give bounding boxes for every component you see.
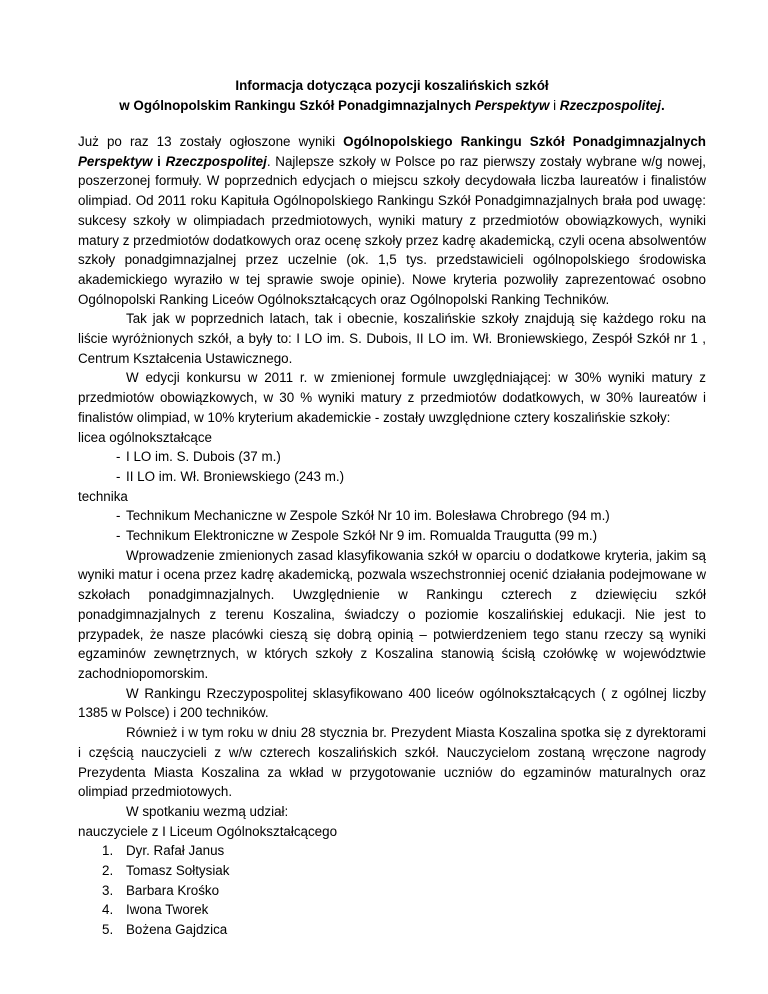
title-perspektyw: Perspektyw bbox=[474, 98, 550, 113]
list-item bbox=[78, 900, 706, 920]
title-and: i bbox=[549, 98, 560, 113]
licea-list bbox=[78, 447, 706, 486]
title-rzeczpospolitej: Rzeczpospolitej bbox=[559, 98, 661, 113]
teachers-list bbox=[78, 841, 706, 940]
list-item bbox=[78, 881, 706, 901]
teacher-name: Bożena Gajdzica bbox=[126, 922, 228, 938]
list-number: 5. bbox=[102, 922, 114, 938]
list-item: - II LO im. Wł. Broniewskiego (243 m.) bbox=[78, 467, 706, 487]
teacher-name: Iwona Tworek bbox=[126, 902, 209, 918]
title-period: . bbox=[660, 98, 665, 113]
paragraph-rzeczpospolita-ranking: W Rankingu Rzeczypospolitej sklasyfikowano 400 liceów ogólnokształcących ( z ogólnej liczby 1385 w Polsce) i 200 techników. bbox=[78, 685, 706, 721]
paragraph-2011-edition: W edycji konkursu w 2011 r. w zmienionej formule uwzględniającej: w 30% wyniki matury z przedmiotów obowiązkowych, w 30 % wyniki matury z przedmiotów dodatkowych, w 30% laureatów i finalistów olimpiad, w 10% kryterium akademickie - zostały uwzględnione cztery koszalińskie szkoły: bbox=[78, 370, 706, 425]
title-line-2-prefix: w Ogólnopolskim Rankingu Szkół Ponadgimnazjalnych bbox=[119, 98, 475, 113]
teacher-name: Barbara Krośko bbox=[126, 882, 220, 898]
list-item: - Technikum Elektroniczne w Zespole Szkół Nr 9 im. Romualda Traugutta (99 m.) bbox=[78, 526, 706, 546]
list-number: 2. bbox=[102, 863, 114, 879]
list-item bbox=[78, 861, 706, 881]
technika-heading: technika bbox=[78, 488, 128, 504]
intro-ranking-name: Ogólnopolskiego Rankingu Szkół Ponadgimnazjalnych bbox=[343, 134, 706, 149]
technika-list bbox=[78, 506, 706, 545]
intro-rest: . Najlepsze szkoły w Polsce po raz pierwszy zostały wybrane w/g nowej, poszerzonej formuły. W poprzednich edycjach o miejscu szkoły decydowała liczba laureatów i finalistów olimpiad. Od 2011 roku Kapituła Ogólnopolskiego Rankingu Szkół Ponadgimnazjalnych brała pod uwagę: sukcesy szkoły w olimpiadach przedmiotowych, wyniki matury z przedmiotów obowiązkowych, wyniki matury z przedmiotów dodatkowych oraz ocenę szkoły przez kadrę akademicką, czyli ocena absolwentów szkoły ponadgimnazjalnej przez uczelnie (ok. 1,5 tys. przedstawicieli ogólnopolskiego środowiska akademickiego wyraziło w tej sprawie swoje opinie). Nowe kryteria pozwoliły zaprezentować osobno Ogólnopolski Ranking Liceów Ogólnokształcących oraz Ogólnopolski Ranking Techników. bbox=[78, 153, 706, 307]
paragraph-meeting: Również i w tym roku w dniu 28 stycznia br. Prezydent Miasta Koszalina spotka się z dyrektorami i częścią nauczycieli z w/w czterech koszalińskich szkół. Nauczycielom zostaną wręczone nagrody Prezydenta Miasta Koszalina za wkład w przygotowanie uczniów do egzaminów maturalnych oraz olimpiad przedmiotowych. bbox=[78, 725, 706, 800]
document-title bbox=[78, 76, 706, 116]
list-item bbox=[78, 841, 706, 861]
list-item: - I LO im. S. Dubois (37 m.) bbox=[78, 447, 706, 467]
list-number: 3. bbox=[102, 882, 114, 898]
document-body bbox=[78, 132, 706, 940]
paragraph-participants: W spotkaniu wezmą udział: bbox=[126, 803, 289, 819]
intro-perspektyw: Perspektyw bbox=[78, 153, 153, 169]
list-number: 1. bbox=[102, 843, 114, 859]
teacher-name: Tomasz Sołtysiak bbox=[126, 863, 230, 879]
list-item: - Technikum Mechaniczne w Zespole Szkół Nr 10 im. Bolesława Chrobrego (94 m.) bbox=[78, 506, 706, 526]
title-line-2 bbox=[78, 96, 706, 116]
paragraph-intro bbox=[78, 132, 706, 309]
paragraph-new-rules: Wprowadzenie zmienionych zasad klasyfikowania szkół w oparciu o dodatkowe kryteria, jakim są wyniki matur i ocena przez kadrę akademicką, pozwala wszechstronniej ocenić działania podejmowane w szkołach ponadgimnazjalnych. Uwzględnienie w Rankingu czterech z dziewięciu szkół ponadgimnazjalnych z terenu Koszalina, świadczy o poziomie koszalińskiej edukacji. Nie jest to przypadek, że nasze placówki cieszą się dobrą opinią – potwierdzeniem tego stanu rzeczy są wyniki egzaminów zewnętrznych, w których szkoły z Koszalina stanowią ścisłą czołówkę w województwie zachodniopomorskim. bbox=[78, 547, 706, 681]
licea-heading: licea ogólnokształcące bbox=[78, 429, 212, 445]
title-line-1: Informacja dotycząca pozycji koszalińskich szkół bbox=[235, 78, 549, 93]
teachers-heading: nauczyciele z I Liceum Ogólnokształcącego bbox=[78, 823, 338, 839]
teacher-name: Dyr. Rafał Janus bbox=[126, 843, 225, 859]
intro-and: i bbox=[152, 153, 166, 169]
intro-rzeczpospolitej: Rzeczpospolitej bbox=[165, 153, 267, 169]
list-number: 4. bbox=[102, 902, 114, 918]
intro-lead: Już po raz 13 zostały ogłoszone wyniki bbox=[78, 134, 344, 149]
paragraph-previous-years: Tak jak w poprzednich latach, tak i obecnie, koszalińskie szkoły znajdują się każdego roku na liście wyróżnionych szkół, a były to: I LO im. S. Dubois, II LO im. Wł. Broniewskiego, Zespół Szkół nr 1 , Centrum Kształcenia Ustawicznego. bbox=[78, 311, 706, 366]
list-item bbox=[78, 920, 706, 940]
